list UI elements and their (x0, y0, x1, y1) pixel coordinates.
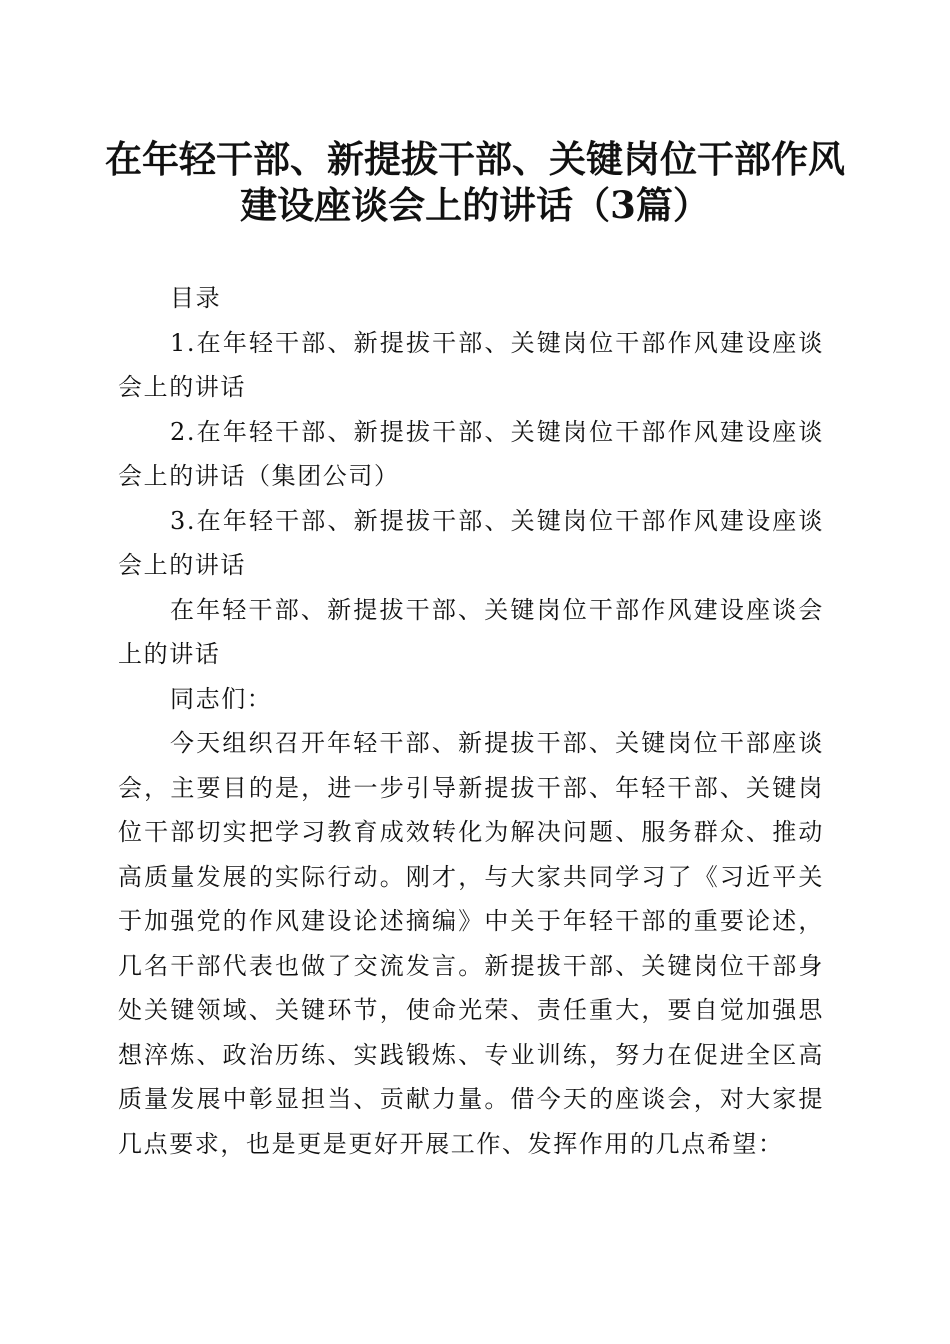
document-title-line-2: 建设座谈会上的讲话（3篇） (240, 183, 710, 227)
toc-item-3: 3.在年轻干部、新提拔干部、关键岗位干部作风建设座谈会上的讲话 (118, 506, 824, 579)
section-title: 在年轻干部、新提拔干部、关键岗位干部作风建设座谈会上的讲话 (118, 595, 824, 668)
document-body (118, 276, 824, 1166)
salutation: 同志们： (170, 684, 273, 713)
toc-heading: 目录 (170, 284, 222, 312)
toc-item-1: 1.在年轻干部、新提拔干部、关键岗位干部作风建设座谈会上的讲话 (118, 328, 824, 401)
body-paragraph: 今天组织召开年轻干部、新提拔干部、关键岗位干部座谈会，主要目的是，进一步引导新提拔干部、年轻干部、关键岗位干部切实把学习教育成效转化为解决问题、服务群众、推动高质量发展的实际行动。刚才，与大家共同学习了《习近平关于加强党的作风建设论述摘编》中关于年轻干部的重要论述，几名干部代表也做了交流发言。新提拔干部、关键岗位干部身处关键领域、关键环节，使命光荣、责任重大，要自觉加强思想淬炼、政治历练、实践锻炼、专业训练，努力在促进全区高质量发展中彰显担当、贡献力量。借今天的座谈会，对大家提几点要求，也是更是更好开展工作、发挥作用的几点希望： (118, 729, 824, 1158)
toc-item-2: 2.在年轻干部、新提拔干部、关键岗位干部作风建设座谈会上的讲话（集团公司） (118, 417, 824, 490)
document-title-line-1: 在年轻干部、新提拔干部、关键岗位干部作风 (105, 137, 845, 181)
